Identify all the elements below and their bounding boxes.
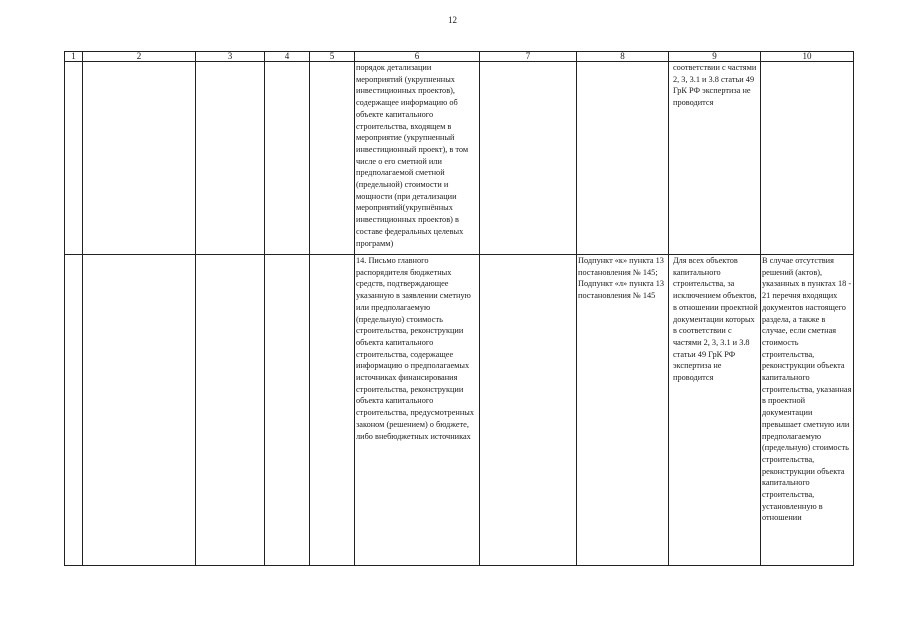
table-cell xyxy=(761,62,854,255)
table-cell xyxy=(83,62,196,255)
table-row xyxy=(65,62,854,255)
table-row xyxy=(65,255,854,566)
table-cell xyxy=(761,255,854,566)
document-description: 14. Письмо главного распорядителя бюджетных средств, подтверждающее указанную в заявлении сметную или предполагаемую (предельную) стоимость строительства, реконструкции объекта капитального строительства, содержащее информацию о предполагаемых источниках финансирования строительства, реконструкции объекта капитального строительства, предусмотренных законом (решением) о бюджете, либо внебюджетных источниках xyxy=(356,256,474,441)
applicability-condition: соответствии с частями 2, 3, 3.1 и 3.8 статьи 49 ГрК РФ экспертиза не проводится xyxy=(673,63,757,108)
requirements-table xyxy=(64,51,854,566)
document-description: порядок детализации мероприятий (укрупненных инвестиционных проектов), содержащее информацию об объекте капитального строительства, входящем в мероприятие (укрупненный инвестиционный проект), в том числе о его сметной или предполагаемой сметной (предельной) стоимости и мощности (при детализации мероприятий(укрупнённых инвестиционных проектов) в составе федеральных целевых программ) xyxy=(356,63,469,248)
column-number: 6 xyxy=(355,52,480,62)
column-number: 7 xyxy=(480,52,577,62)
legal-basis: Подпункт «к» пункта 13 постановления № 145; xyxy=(578,256,664,277)
applicability-condition: Для всех объектов капитального строительства, за исключением объектов, в отношении проектной документации которых в соответствии с частями 2, 3, 3.1 и 3.8 статьи 49 ГрК РФ экспертиза не проводится xyxy=(673,256,758,383)
table-cell xyxy=(355,255,480,566)
note-text: В случае отсутствия решений (актов), указанных в пунктах 18 - 21 перечня входящих документов настоящего раздела, а также в случае, если сметная стоимость строительства, реконструкции объекта капитального строительства, указанная в проектной документации превышает сметную или предполагаемую (предельную) стоимость строительства, реконструкции объекта капитального строительства, установленную в отношении xyxy=(762,256,852,523)
table-cell xyxy=(196,62,265,255)
table-cell xyxy=(480,255,577,566)
table-cell xyxy=(355,62,480,255)
table-cell xyxy=(480,62,577,255)
table-cell xyxy=(310,255,355,566)
column-number: 2 xyxy=(83,52,196,62)
column-number-row xyxy=(65,52,854,62)
table-cell xyxy=(577,255,669,566)
page-number: 12 xyxy=(448,15,457,25)
table-cell xyxy=(669,62,761,255)
table-cell xyxy=(196,255,265,566)
legal-basis: Подпункт «л» пункта 13 постановления № 145 xyxy=(578,279,665,301)
table-cell xyxy=(265,255,310,566)
column-number: 9 xyxy=(669,52,761,62)
column-number: 5 xyxy=(310,52,355,62)
column-number: 8 xyxy=(577,52,669,62)
column-number: 10 xyxy=(761,52,854,62)
table-cell xyxy=(310,62,355,255)
column-number: 4 xyxy=(265,52,310,62)
column-number: 3 xyxy=(196,52,265,62)
column-number: 1 xyxy=(65,52,83,62)
table-cell xyxy=(265,62,310,255)
table-cell xyxy=(65,255,83,566)
table-cell xyxy=(577,62,669,255)
table-cell xyxy=(669,255,761,566)
table-cell xyxy=(65,62,83,255)
table-cell xyxy=(83,255,196,566)
